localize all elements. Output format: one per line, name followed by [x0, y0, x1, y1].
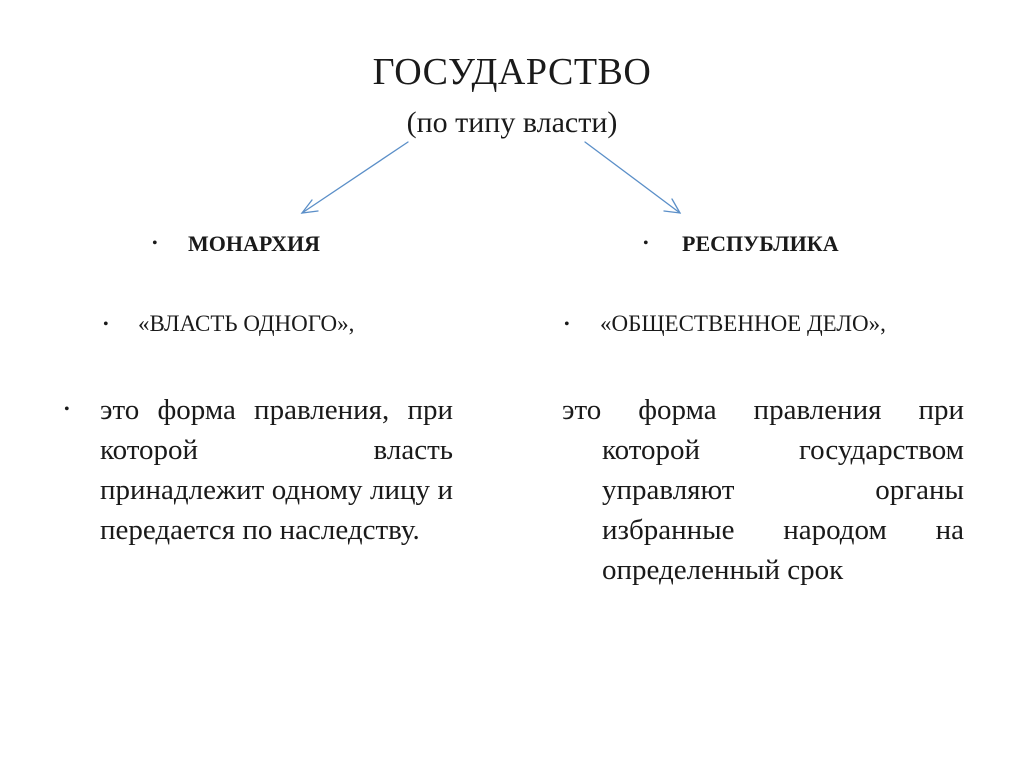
republic-meaning: «ОБЩЕСТВЕННОЕ ДЕЛО», — [600, 311, 886, 336]
bullet-icon: • — [564, 316, 570, 333]
arrow-right — [585, 142, 680, 213]
monarchy-definition: это форма правления, при которой власть принадлежит одному лицу и передается по наследству. — [100, 394, 453, 546]
bullet-icon: • — [103, 316, 109, 333]
bullet-icon: • — [152, 235, 158, 252]
slide-subtitle: (по типу власти) — [406, 106, 618, 139]
monarchy-heading: МОНАРХИЯ — [188, 231, 321, 256]
slide-title: ГОСУДАРСТВО — [372, 51, 652, 93]
monarchy-meaning: «ВЛАСТЬ ОДНОГО», — [138, 311, 355, 336]
bullet-icon: • — [643, 235, 649, 252]
bullet-icon: • — [64, 401, 70, 418]
republic-definition — [562, 390, 964, 590]
arrow-left — [302, 142, 408, 213]
republic-heading: РЕСПУБЛИКА — [682, 231, 839, 256]
republic-definition-text: это форма правления при которой государством управляют органы избранные народом на определенный срок — [562, 394, 964, 586]
